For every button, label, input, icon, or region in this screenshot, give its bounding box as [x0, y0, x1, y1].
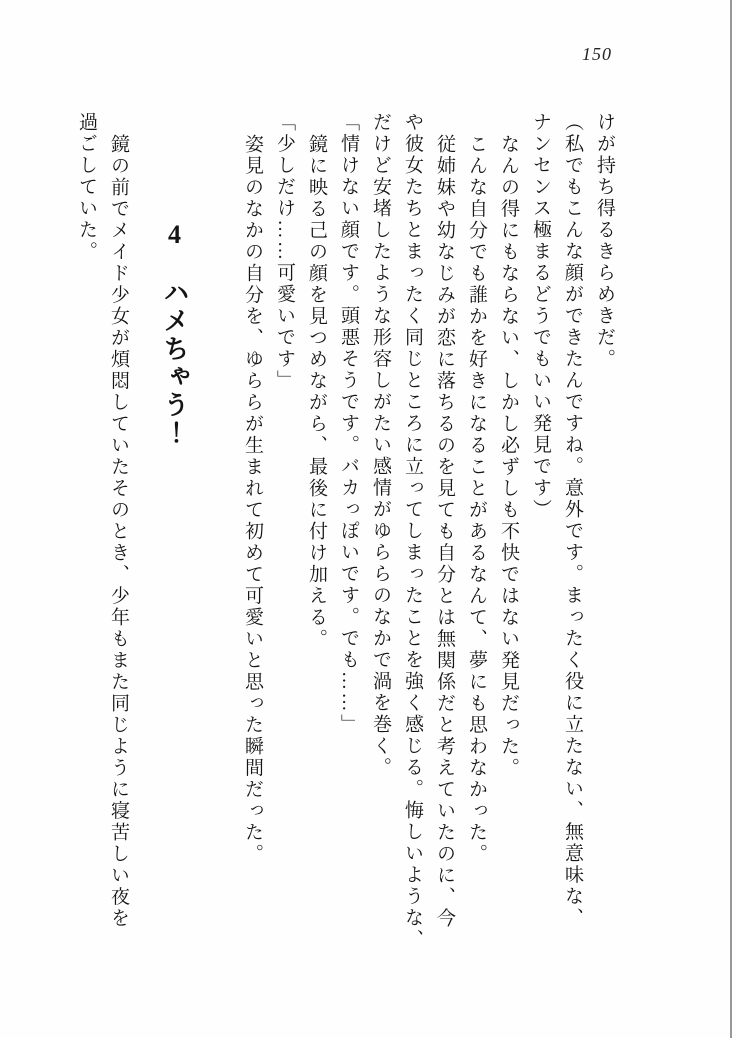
chapter-heading: 4 ハメちゃう！	[160, 220, 189, 447]
text-line: こんな自分でも誰かを好きになることがあるなんて、夢にも思わなかった。	[466, 133, 487, 865]
text-line: 鏡に映る己の顔を見つめながら、最後に付け加える。	[306, 133, 327, 650]
text-line: や彼女たちとまったく同じところに立ってしまったことを強く感じる。悔しいような、	[402, 112, 423, 951]
text-line: けが持ち得るきらめきだ。	[594, 112, 615, 370]
text-line: 「情けない顔です。頭悪そうです。バカっぽいです。でも……」	[338, 112, 359, 736]
text-line: 過ごしていた。	[76, 112, 97, 263]
page-edge-line	[730, 0, 732, 1038]
page-number: 150	[582, 44, 612, 64]
text-line: 「少しだけ……可愛いです」	[274, 112, 295, 392]
text-line: だけど安堵したような形容しがたい感情がゆららのなかで渦を巻く。	[370, 112, 391, 779]
text-columns	[70, 112, 620, 968]
text-line: なんの得にもならない、しかし必ずしも不快ではない発見だった。	[498, 133, 519, 779]
text-line: （私でもこんな顔ができたんですね。意外です。まったく役に立たない、無意味な、	[562, 112, 583, 929]
text-line: 従姉妹や幼なじみが恋に落ちるのを見ても自分とは無関係だと考えていたのに、今	[434, 133, 455, 929]
text-line: 姿見のなかの自分を、ゆららが生まれて初めて可愛いと思った瞬間だった。	[242, 133, 263, 865]
text-line: 鏡の前でメイド少女が煩悶していたそのとき、少年もまた同じように寝苦しい夜を	[108, 133, 129, 929]
text-line: ナンセンス極まるどうでもいい発見です）	[530, 112, 551, 521]
spacer-line	[206, 112, 236, 968]
